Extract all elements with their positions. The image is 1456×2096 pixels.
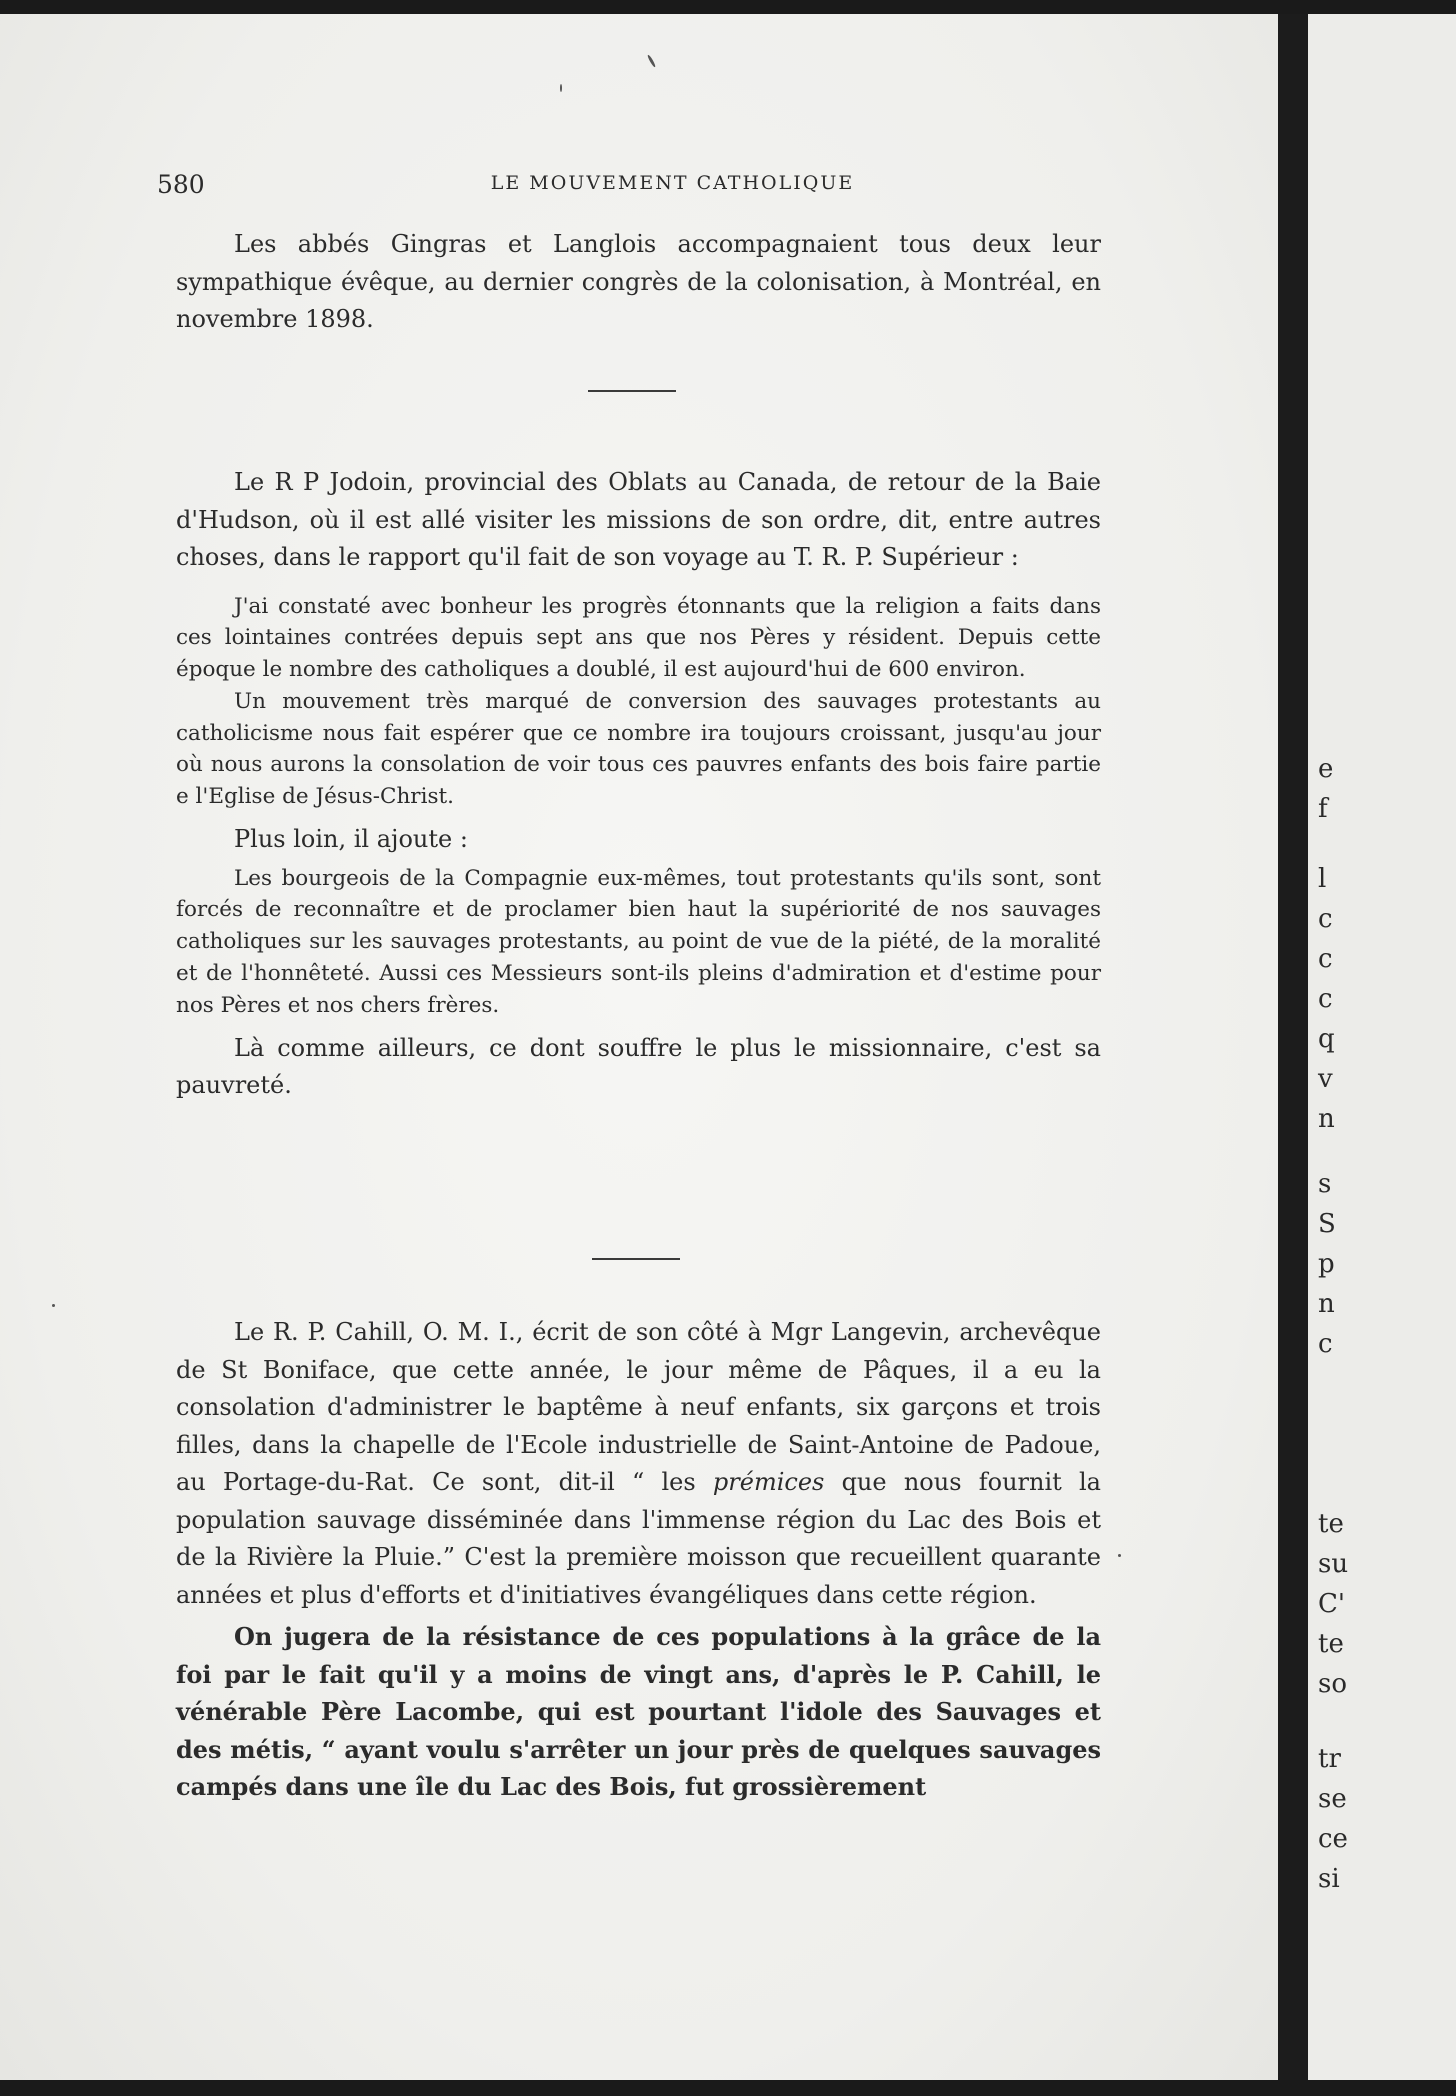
running-title: LE MOUVEMENT CATHOLIQUE — [490, 172, 855, 194]
text-span: que nous fournit la population sauvage disséminée dans l'immense région du Lac des Bois et de la Rivière la Pluie.” C'est la première moisson que recueillent quarante années et plus d'efforts et d'initiatives évangéliques dans cette région. — [176, 1468, 1101, 1609]
facing-page-fragment: se — [1318, 1784, 1347, 1814]
facing-page-fragment: l — [1318, 864, 1327, 894]
running-head — [150, 170, 1105, 204]
section-divider — [592, 1258, 680, 1260]
italic-term: prémices — [712, 1468, 825, 1496]
scan-speck — [647, 54, 657, 68]
facing-page-fragment: c — [1318, 1329, 1333, 1359]
scan-speck — [52, 1304, 55, 1307]
facing-page-fragment: v — [1318, 1064, 1333, 1094]
section-1 — [176, 226, 1101, 339]
facing-page-edge — [1308, 14, 1456, 2080]
facing-page-fragment: q — [1318, 1024, 1335, 1054]
paragraph: Là comme ailleurs, ce dont souffre le plus le missionnaire, c'est sa pauvreté. — [176, 1033, 1101, 1100]
facing-page-fragment: c — [1318, 944, 1333, 974]
facing-page-fragment: n — [1318, 1104, 1335, 1134]
page-number: 580 — [157, 170, 205, 199]
section-2 — [176, 464, 1101, 1105]
facing-page-fragment: p — [1318, 1249, 1335, 1279]
facing-page-fragment: ce — [1318, 1824, 1348, 1854]
bold-paragraph: On jugera de la résistance de ces populations à la grâce de la foi par le fait qu'il y a moins de vingt ans, d'après le P. Cahill, le vénérable Père Lacombe, qui est pourtant l'idole des Sauvages et des métis, “ ayant voulu s'arrêter un jour près de quelques sauvages campés dans une île du Lac des Bois, fut grossièrement — [176, 1622, 1101, 1801]
paragraph — [176, 1314, 1101, 1614]
paragraph: Le R P Jodoin, provincial des Oblats au Canada, de retour de la Baie d'Hudson, où il est allé visiter les missions de son ordre, dit, entre autres choses, dans le rapport qu'il fait de son voyage au T. R. P. Supérieur : — [176, 468, 1101, 571]
facing-page-fragment: c — [1318, 984, 1333, 1014]
section-divider — [588, 390, 676, 392]
facing-page-fragment: C' — [1318, 1589, 1346, 1619]
facing-page-fragment: c — [1318, 904, 1333, 934]
scan-speck — [560, 84, 562, 92]
page-gutter — [1278, 14, 1308, 2080]
quoted-paragraph: Un mouvement très marqué de conversion des sauvages protestants au catholicisme nous fait espérer que ce nombre ira toujours croissant, jusqu'au jour où nous aurons la consolation de voir tous ces pauvres enfants des bois faire partie e l'Eglise de Jésus-Christ. — [176, 688, 1101, 810]
facing-page-fragment: su — [1318, 1549, 1349, 1579]
facing-page-fragment: te — [1318, 1509, 1344, 1539]
facing-page-fragment: s — [1318, 1169, 1332, 1199]
facing-page-fragment: S — [1318, 1209, 1336, 1239]
scan-speck — [1118, 1554, 1121, 1557]
facing-page-fragment: f — [1318, 794, 1328, 824]
left-page — [0, 14, 1278, 2080]
facing-page-fragment: tr — [1318, 1744, 1341, 1774]
text-span: Le R. P. Cahill, O. M. I., écrit de son côté à Mgr Langevin, archevêque de St Boniface, que cette année, le jour même de Pâques, il a eu la consolation d'administrer le baptême à neuf enfants, six garçons et trois filles, dans la chapelle de l'Ecole industrielle de Saint-Antoine de Padoue, au Portage-du-Rat. Ce sont, dit-il “ les — [176, 1318, 1101, 1496]
paragraph: Plus loin, il ajoute : — [234, 825, 468, 854]
facing-page-fragment: so — [1318, 1669, 1347, 1699]
paragraph: Les abbés Gingras et Langlois accompagnaient tous deux leur sympathique évêque, au dernier congrès de la colonisation, à Montréal, en novembre 1898. — [176, 230, 1101, 333]
facing-page-fragment: si — [1318, 1864, 1340, 1894]
facing-page-fragment: e — [1318, 754, 1334, 784]
facing-page-fragment: n — [1318, 1289, 1335, 1319]
quoted-paragraph: J'ai constaté avec bonheur les progrès étonnants que la religion a faits dans ces lointaines contrées depuis sept ans que nos Pères y résident. Depuis cette époque le nombre des catholiques a doublé, il est aujourd'hui de 600 environ. — [176, 593, 1101, 683]
quoted-paragraph: Les bourgeois de la Compagnie eux-mêmes, tout protestants qu'ils sont, sont forcés de reconnaître et de proclamer bien haut la supériorité de nos sauvages catholiques sur les sauvages protestants, au point de vue de la piété, de la moralité et de l'honnêteté. Aussi ces Messieurs sont-ils pleins d'admiration et d'estime pour nos Pères et nos chers frères. — [176, 865, 1101, 1018]
section-3 — [176, 1314, 1101, 1806]
facing-page-fragment: te — [1318, 1629, 1344, 1659]
